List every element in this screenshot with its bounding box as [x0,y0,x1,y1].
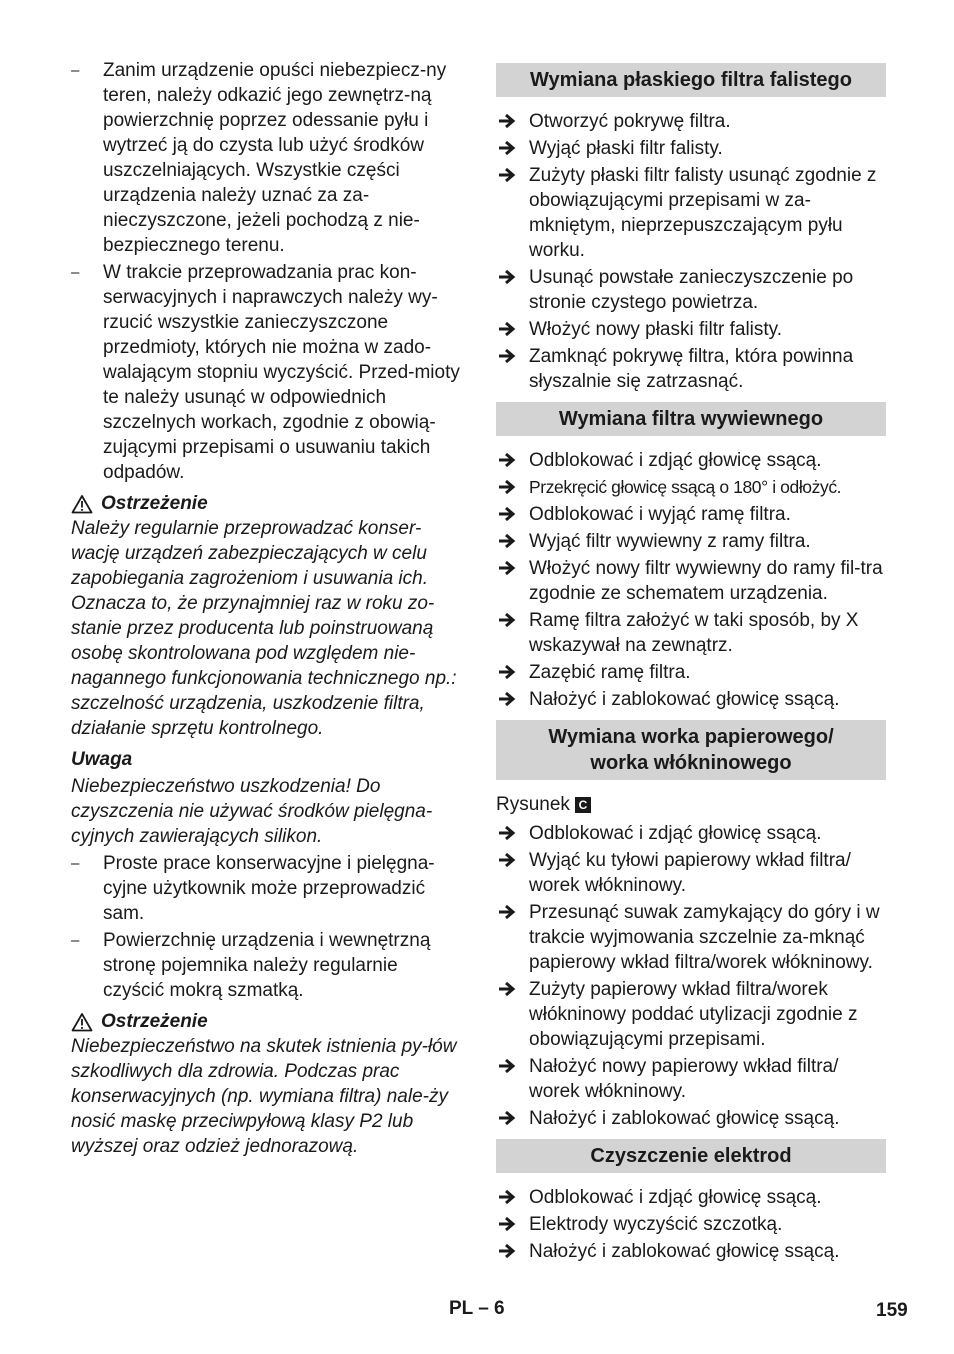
dash-bullet: – [71,932,80,949]
step-item [496,529,886,554]
step-item [496,1185,886,1210]
warning-title: Ostrzeżenie [101,1011,208,1032]
figure-label: Rysunek [496,794,570,815]
figure-badge: C [575,797,591,813]
step-text: Zazębić ramę filtra. [529,662,691,683]
section-header [496,720,886,780]
section-header: Wymiana płaskiego filtra falistego [496,63,886,97]
step-item [496,900,886,975]
step-text: Nałożyć i zablokować głowicę ssącą. [529,689,840,710]
warning-triangle-icon [71,1012,93,1032]
step-text: Otworzyć pokrywę filtra. [529,111,731,132]
warning-heading [71,491,463,516]
step-item [496,1054,886,1104]
step-item [496,1106,886,1131]
section-header: Wymiana filtra wywiewnego [496,402,886,436]
step-item [496,448,886,473]
footer-section-marker: PL – 6 [449,1298,505,1319]
dash-bullet: – [71,855,80,872]
arrow-right-icon [498,479,516,495]
arrow-right-icon [498,533,516,549]
arrow-right-icon [498,1110,516,1126]
list-item-text: Proste prace konserwacyjne i pielęgna-cyjne użytkownik może przeprowadzić sam. [103,853,435,924]
list-item [71,928,463,1003]
step-item [496,660,886,685]
arrow-right-icon [498,1189,516,1205]
warning-text: Niebezpieczeństwo na skutek istnienia py-łów szkodliwych dla zdrowia. Podczas prac konserwacyjnych (np. wymiana filtra) nale-ży nosić maskę przeciwpyłową klasy P2 lub wyższej oraz odzież jednorazową. [71,1036,457,1157]
step-text: Elektrody wyczyścić szczotką. [529,1214,783,1235]
arrow-right-icon [498,981,516,997]
figure-reference [496,792,886,817]
step-item [496,317,886,342]
step-text: Wyjąć ku tyłowi papierowy wkład filtra/ worek włókninowy. [529,850,851,896]
arrow-right-icon [498,852,516,868]
arrow-right-icon [498,691,516,707]
step-item [496,502,886,527]
step-item [496,848,886,898]
arrow-right-icon [498,321,516,337]
step-text: Wyjąć płaski filtr falisty. [529,138,723,159]
warning-text: Należy regularnie przeprowadzać konser-wację urządzeń zabezpieczających w celu zapobiegania zagrożeniom i usuwania ich. Oznacza to, że przynajmniej raz w roku zo-stanie przez producenta lub poinstruowaną osobę skontrolowana pod względem nie-nagannego funkcjonowania technicznego np.: szczelność urządzenia, uszkodzenie filtra, działanie sprzętu kontrolnego. [71,518,457,739]
step-text: Zamknąć pokrywę filtra, która powinna słyszalnie się zatrzasnąć. [529,346,854,392]
arrow-right-icon [498,348,516,364]
list-item-text: W trakcie przeprowadzania prac kon-serwacyjnych i naprawczych należy wy-rzucić wszystkie zanieczyszczone przedmioty, których nie można w zado-walającym stopniu wyczyścić. Przed-mioty te należy usunąć w odpowiednich szczelnych workach, zgodnie z obowią-zującymi przepisami o usuwaniu takich odpadów. [103,262,460,483]
step-text: Przekręcić głowicę ssącą o 180° i odłożyć. [529,477,842,497]
page-number: 159 [876,1300,908,1321]
steps-list [496,448,886,712]
warning-title: Ostrzeżenie [101,493,208,514]
dash-bullet: – [71,264,80,281]
step-item [496,136,886,161]
list-item [71,851,463,926]
step-item [496,556,886,606]
arrow-right-icon [498,1058,516,1074]
step-text: Nałożyć i zablokować głowicę ssącą. [529,1108,840,1129]
step-text: Wyjąć filtr wywiewny z ramy filtra. [529,531,811,552]
step-text: Odblokować i zdjąć głowicę ssącą. [529,823,822,844]
step-text: Przesunąć suwak zamykający do góry i w trakcie wyjmowania szczelnie za-mknąć papierowy wkład filtra/worek włókninowy. [529,902,880,973]
warning-triangle-icon [71,494,93,514]
step-text: Włożyć nowy płaski filtr falisty. [529,319,783,340]
arrow-right-icon [498,269,516,285]
step-item [496,109,886,134]
arrow-right-icon [498,1243,516,1259]
steps-list [496,1185,886,1264]
steps-list [496,109,886,394]
right-column [496,63,886,1272]
arrow-right-icon [498,1216,516,1232]
arrow-right-icon [498,452,516,468]
step-item [496,475,886,500]
list-item [71,260,463,485]
list-item-text: Powierzchnię urządzenia i wewnętrzną stronę pojemnika należy regularnie czyścić mokrą szmatką. [103,930,431,1001]
section-title-line: Wymiana worka papierowego/ [548,726,834,748]
step-text: Odblokować i zdjąć głowicę ssącą. [529,1187,822,1208]
step-item [496,1212,886,1237]
list-item-text: Zanim urządzenie opuści niebezpiecz-ny teren, należy odkazić jego zewnętrz-ną powierzchnię poprzez odessanie pyłu i wytrzeć ją do czysta lub użyć środków uszczelniających. Wszystkie części urządzenia należy uznać za za-nieczyszczone, jeżeli pochodzą z nie-bezpiecznego terenu. [103,60,447,256]
step-text: Zużyty płaski filtr falisty usunąć zgodnie z obowiązującymi przepisami w za-mkniętym, nieprzepuszczającym pyłu worku. [529,165,877,261]
section-header: Czyszczenie elektrod [496,1139,886,1173]
step-text: Usunąć powstałe zanieczyszczenie po stronie czystego powietrza. [529,267,854,313]
step-text: Nałożyć nowy papierowy wkład filtra/ worek włókninowy. [529,1056,839,1102]
arrow-right-icon [498,167,516,183]
arrow-right-icon [498,904,516,920]
step-text: Odblokować i zdjąć głowicę ssącą. [529,450,822,471]
steps-list [496,821,886,1131]
step-text: Nałożyć i zablokować głowicę ssącą. [529,1241,840,1262]
step-item [496,687,886,712]
dash-bullet: – [71,62,80,79]
step-item [496,608,886,658]
note-text: Niebezpieczeństwo uszkodzenia! Do czyszczenia nie używać środków pielęgna-cyjnych zawierających silikon. [71,776,433,847]
note-heading: Uwaga [71,749,133,770]
step-item [496,1239,886,1264]
list-item [71,58,463,258]
step-item [496,821,886,846]
step-text: Ramę filtra założyć w taki sposób, by X wskazywał na zewnątrz. [529,610,859,656]
arrow-right-icon [498,664,516,680]
step-item [496,163,886,263]
arrow-right-icon [498,612,516,628]
section-title-line: worka włókninowego [590,752,792,774]
warning-heading [71,1009,463,1034]
arrow-right-icon [498,140,516,156]
step-text: Włożyć nowy filtr wywiewny do ramy fil-tra zgodnie ze schematem urządzenia. [529,558,883,604]
step-item [496,344,886,394]
arrow-right-icon [498,506,516,522]
step-item [496,977,886,1052]
step-item [496,265,886,315]
step-text: Odblokować i wyjąć ramę filtra. [529,504,791,525]
arrow-right-icon [498,560,516,576]
step-text: Zużyty papierowy wkład filtra/worek włókninowy poddać utylizacji zgodnie z obowiązującymi przepisami. [529,979,858,1050]
arrow-right-icon [498,825,516,841]
arrow-right-icon [498,113,516,129]
left-column [71,58,463,1165]
